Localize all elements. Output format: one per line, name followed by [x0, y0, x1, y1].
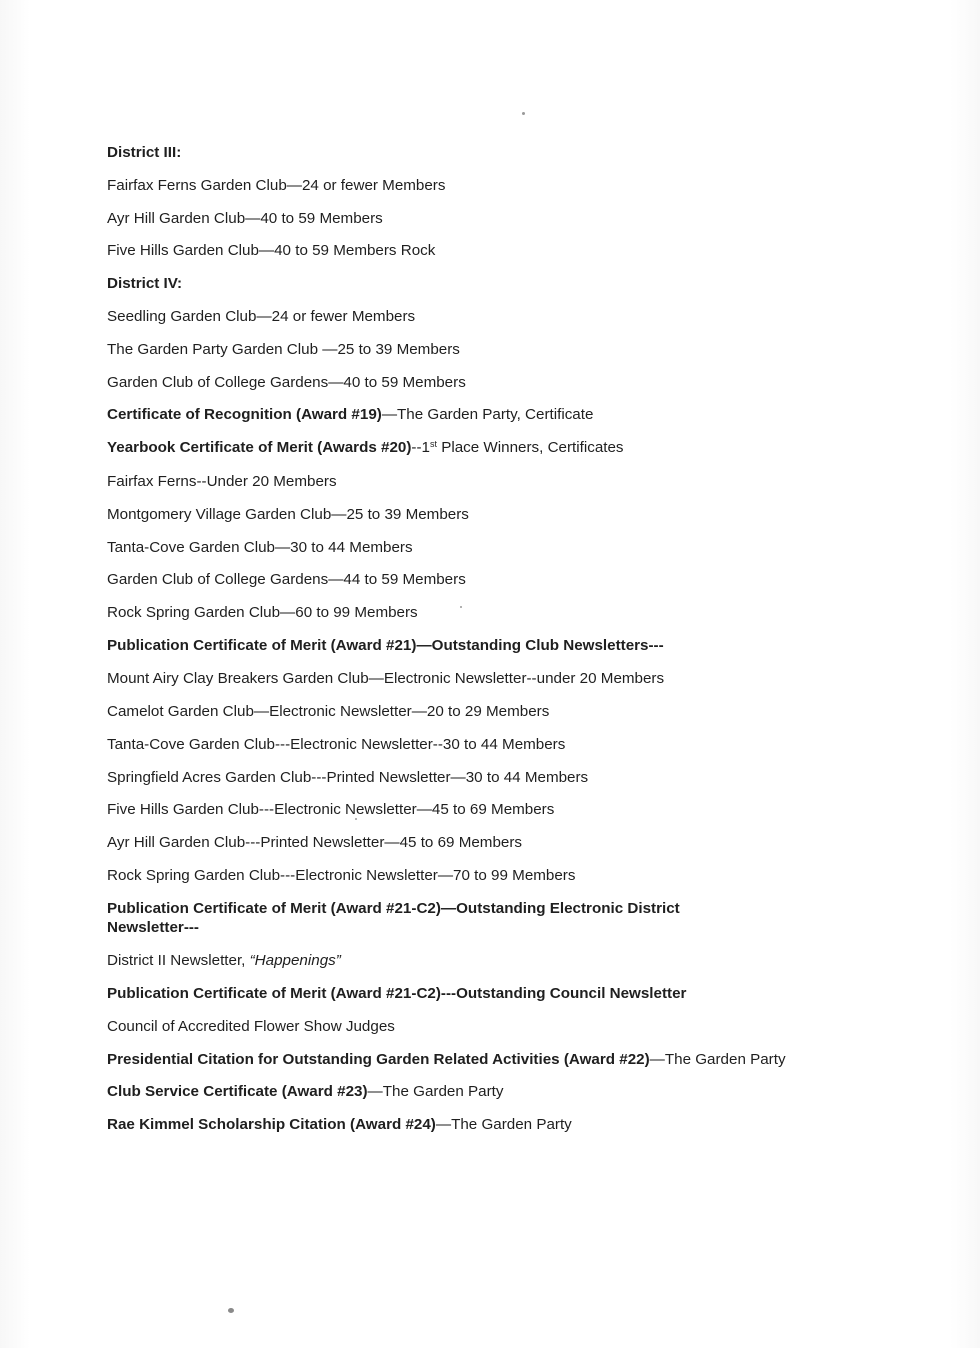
club-service-line	[107, 1082, 503, 1101]
list-item: Tanta-Cove Garden Club---Electronic Newsletter--30 to 44 Members	[107, 736, 566, 753]
district-newsletter-title: “Happenings”	[249, 952, 341, 969]
list-item: Rock Spring Garden Club—60 to 99 Members	[107, 604, 418, 621]
list-item: Ayr Hill Garden Club—40 to 59 Members	[107, 210, 383, 227]
scholarship-citation-line	[107, 1115, 572, 1134]
scholarship-citation-recipient: —The Garden Party	[435, 1116, 572, 1133]
yearbook-award-detail-b: Place Winners, Certificates	[437, 439, 624, 456]
list-item: Mount Airy Clay Breakers Garden Club—Electronic Newsletter--under 20 Members	[107, 670, 665, 687]
list-item: Fairfax Ferns Garden Club—24 or fewer Members	[107, 177, 446, 194]
publication-award-heading: Publication Certificate of Merit (Award #21)—Outstanding Club Newsletters---	[107, 637, 664, 654]
district-iii-heading: District III:	[107, 144, 182, 161]
scan-speck	[522, 112, 525, 115]
list-item: Garden Club of College Gardens—44 to 59 Members	[107, 571, 466, 588]
recognition-award-line	[107, 405, 593, 424]
district-iv-heading: District IV:	[107, 275, 183, 292]
list-item: Rock Spring Garden Club---Electronic Newsletter—70 to 99 Members	[107, 867, 576, 884]
district-newsletter-item	[107, 951, 341, 970]
scholarship-citation-title: Rae Kimmel Scholarship Citation (Award #24)	[107, 1116, 436, 1133]
club-service-recipient: —The Garden Party	[367, 1083, 504, 1100]
yearbook-award-line	[107, 438, 624, 457]
list-item: Five Hills Garden Club—40 to 59 Members Rock	[107, 242, 436, 259]
list-item: The Garden Party Garden Club —25 to 39 Members	[107, 341, 460, 358]
list-item: Tanta-Cove Garden Club—30 to 44 Members	[107, 539, 413, 556]
presidential-citation-recipient: —The Garden Party	[649, 1051, 786, 1068]
scan-speck	[228, 1308, 234, 1313]
presidential-citation-line	[107, 1050, 786, 1069]
list-item: Fairfax Ferns--Under 20 Members	[107, 473, 337, 490]
yearbook-award-detail-a: --1	[411, 439, 430, 456]
scan-speck	[460, 606, 462, 608]
presidential-citation-title: Presidential Citation for Outstanding Garden Related Activities (Award #22)	[107, 1051, 650, 1068]
council-newsletter-item: Council of Accredited Flower Show Judges	[107, 1018, 395, 1035]
yearbook-award-title: Yearbook Certificate of Merit (Awards #20)	[107, 439, 412, 456]
list-item: Montgomery Village Garden Club—25 to 39 Members	[107, 506, 469, 523]
yearbook-award-superscript: st	[429, 439, 437, 449]
council-newsletter-heading: Publication Certificate of Merit (Award #21-C2)---Outstanding Council Newsletter	[107, 985, 687, 1002]
scan-speck	[355, 818, 357, 820]
recognition-award-title: Certificate of Recognition (Award #19)	[107, 406, 382, 423]
list-item: Five Hills Garden Club---Electronic Newsletter—45 to 69 Members	[107, 801, 555, 818]
list-item: Springfield Acres Garden Club---Printed Newsletter—30 to 44 Members	[107, 769, 589, 786]
list-item: Seedling Garden Club—24 or fewer Members	[107, 308, 416, 325]
district-newsletter-label: District II Newsletter,	[107, 952, 250, 969]
club-service-title: Club Service Certificate (Award #23)	[107, 1083, 368, 1100]
list-item: Garden Club of College Gardens—40 to 59 Members	[107, 374, 466, 391]
list-item: Ayr Hill Garden Club---Printed Newsletter—45 to 69 Members	[107, 834, 522, 851]
recognition-award-recipient: —The Garden Party, Certificate	[381, 406, 594, 423]
district-newsletter-heading: Publication Certificate of Merit (Award #21-C2)—Outstanding Electronic District Newsletter---	[107, 900, 680, 936]
list-item: Camelot Garden Club—Electronic Newsletter—20 to 29 Members	[107, 703, 550, 720]
